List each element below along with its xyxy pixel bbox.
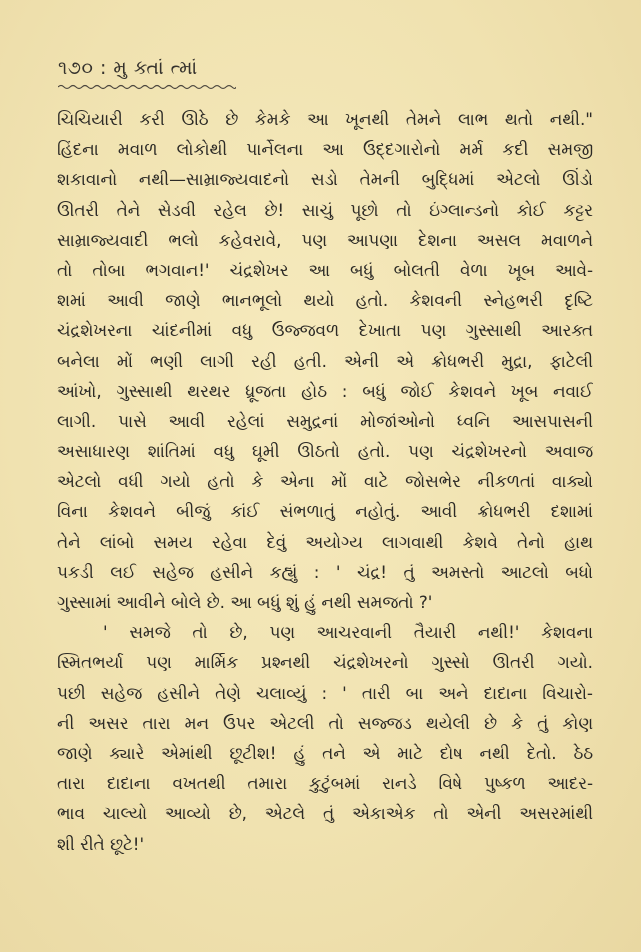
text-line: ગુસ્સામાં આવીને બોલે છે. આ બધું શું હું નથી સમજતો ?' — [57, 592, 433, 612]
text-line: તારા દાદાના વખતથી તમારા કુટુંબમાં રાનડે વિષે પુષ્કળ આદર- — [57, 773, 593, 794]
text-line: આંખો, ગુસ્સાથી થરથર ધ્રૂજતા હોઠ : બધું જોઈ કેશવને ખૂબ નવાઈ — [57, 380, 593, 401]
text-line: શી રીતે છૂટે!' — [57, 833, 145, 854]
text-line: ભાવ ચાલ્યો આવ્યો છે, એટલે તું એકાએક તો એની અસરમાંથી — [57, 803, 593, 824]
text-line: લાગી. પાસે આવી રહેલાં સમુદ્રનાં મોજાંઓનો ધ્વનિ આસપાસની — [57, 410, 593, 431]
running-title: ૧૭૦ : મુ ક્તાં ત્માં — [58, 57, 198, 79]
text-line: તેને લાંબો સમય રહેવા દેવું અયોગ્ય લાગવાથી કેશવે તેનો હાથ — [57, 531, 593, 552]
page-header — [58, 56, 298, 92]
text-line: જાણે ક્યારે એમાંથી છૂટીશ! હું તને એ માટે દોષ નથી દેતો. ઠેઠ — [57, 742, 593, 763]
text-line: ચંદ્રશેખરના ચાંદનીમાં વધુ ઉજ્જવળ દેખાતા પણ ગુસ્સાથી આરક્ત — [57, 320, 593, 341]
text-line: એટલો વધી ગયો હતો કે એના મોં વાટે જોસભેર નીકળતાં વાક્યો — [57, 471, 593, 492]
paragraph-first-line: ' સમજે તો છે, પણ આચરવાની તૈયારી નથી!' કેશવના — [103, 622, 593, 643]
text-line: શકાવાનો નથી—સામ્રાજ્યવાદનો સડો તેમની બુદ્ધિમાં એટલો ઊંડો — [57, 169, 593, 190]
text-line: પકડી લઈ સહેજ હસીને કહ્યું : ' ચંદ્ર! તું અમસ્તો આટલો બધો — [57, 561, 593, 582]
text-line: ની અસર તારા મન ઉપર એટલી તો સજ્જડ થયેલી છે કે તું કોણ — [57, 712, 593, 733]
text-line: અસાધારણ શાંતિમાં વધુ ઘૂમી ઊઠતો હતો. પણ ચંદ્રશેખરનો અવાજ — [57, 441, 593, 462]
text-line: સામ્રાજ્યવાદી ભલો કહેવરાવે, પણ આપણા દેશના અસલ મવાળને — [57, 229, 593, 250]
text-line: તો તોબા ભગવાન!' ચંદ્રશેખર આ બધું બોલતી વેળા ખૂબ આવે- — [57, 259, 593, 280]
text-line: ઊતરી તેને સેડવી રહેલ છે! સાચું પૂછો તો ઇંગ્લાન્ડનો કોઈ કટ્ટર — [57, 199, 593, 220]
text-line: સ્મિતભર્યા પણ માર્મિક પ્રશ્નથી ચંદ્રશેખરનો ગુસ્સો ઊતરી ગયો. — [57, 652, 593, 673]
text-line: વિના કેશવને બીજું કાંઈ સંભળાતું નહોતું. આવી ક્રોધભરી દશામાં — [57, 501, 593, 522]
header-wavy-rule — [58, 84, 236, 90]
text-line: બનેલા મોં ભણી લાગી રહી હતી. એની એ ક્રોધભરી મુદ્રા, ફાટેલી — [57, 350, 593, 371]
text-line: શમાં આવી જાણે ભાનભૂલો થયો હતો. કેશવની સ્નેહભરી દૃષ્ટિ — [57, 290, 593, 311]
body-text — [57, 104, 593, 859]
text-line: હિંદના મવાળ લોકોથી પાર્નેલના આ ઉદ્દગારોનો મર્મ કદી સમજી — [57, 139, 593, 160]
text-line: ચિચિયારી કરી ઊઠે છે કેમકે આ ખૂનથી તેમને લાભ થતો નથી." — [57, 109, 593, 129]
text-line: પછી સહેજ હસીને તેણે ચલાવ્યું : ' તારી બા અને દાદાના વિચારો- — [57, 682, 593, 703]
